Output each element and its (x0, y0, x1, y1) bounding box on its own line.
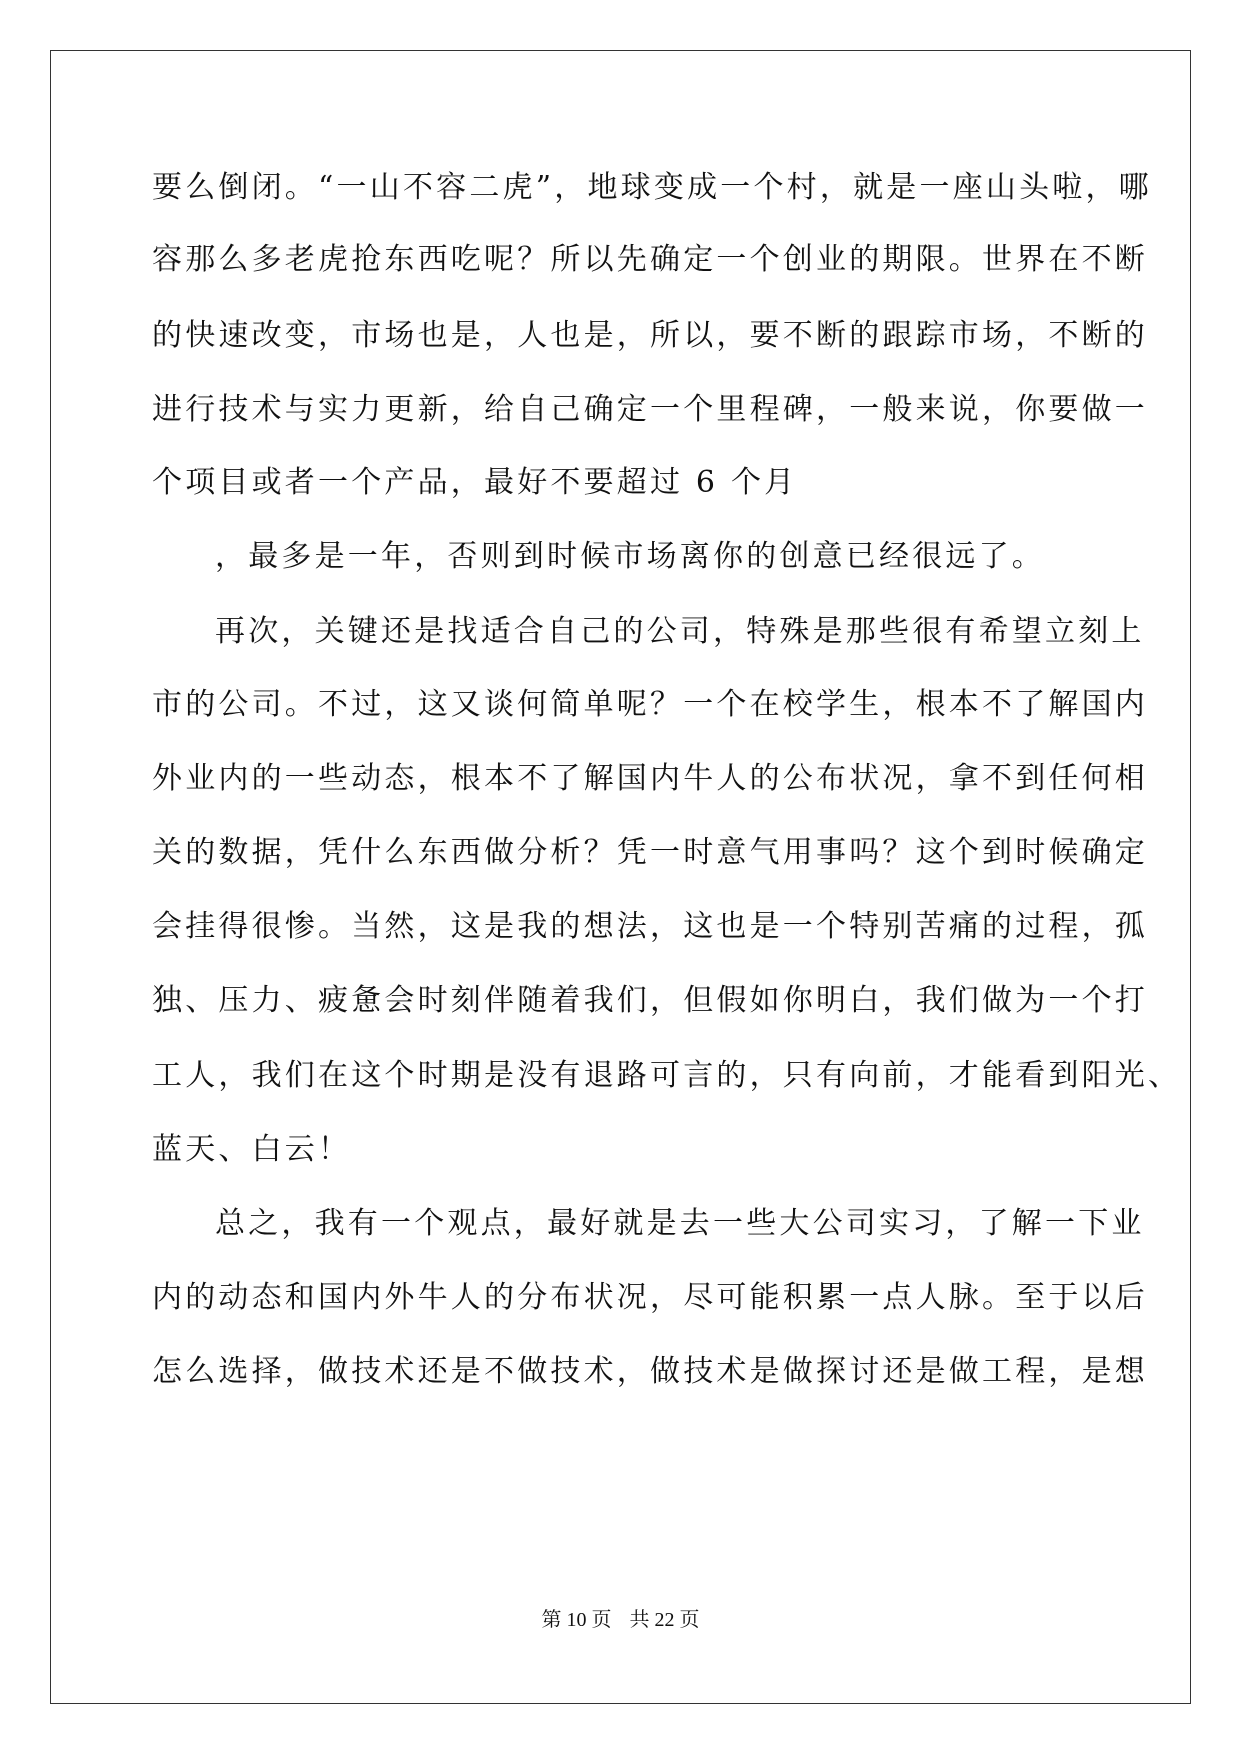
body-line: 独、压力、疲惫会时刻伴随着我们，但假如你明白，我们做为一个打 (152, 983, 1148, 1018)
page-border (50, 50, 1191, 1704)
total-pages: 共 22 页 (629, 1609, 700, 1631)
body-line: 进行技术与实力更新，给自己确定一个里程碑，一般来说，你要做一 (152, 392, 1148, 427)
body-line: 个项目或者一个产品，最好不要超过 6 个月 (152, 465, 798, 500)
body-line: ，最多是一年，否则到时候市场离你的创意已经很远了。 (215, 539, 1045, 574)
paragraph-start-line: 总之，我有一个观点，最好就是去一些大公司实习，了解一下业 (215, 1206, 1145, 1241)
body-line: 怎么选择，做技术还是不做技术，做技术是做探讨还是做工程，是想 (152, 1354, 1148, 1389)
body-line: 关的数据，凭什么东西做分析？凭一时意气用事吗？这个到时候确定 (152, 835, 1148, 870)
body-line: 蓝天、白云！ (152, 1132, 352, 1167)
paragraph-start-line: 再次，关键还是找适合自己的公司，特殊是那些很有希望立刻上 (215, 614, 1145, 649)
page-number: 第 10 页 (541, 1609, 612, 1631)
body-line: 工人，我们在这个时期是没有退路可言的，只有向前，才能看到阳光、 (152, 1058, 1182, 1093)
body-line: 会挂得很惨。当然，这是我的想法，这也是一个特别苦痛的过程，孤 (152, 909, 1148, 944)
body-line: 要么倒闭。“一山不容二虎”，地球变成一个村，就是一座山头啦，哪 (152, 170, 1152, 205)
body-line: 容那么多老虎抢东西吃呢？所以先确定一个创业的期限。世界在不断 (152, 242, 1148, 277)
body-line: 内的动态和国内外牛人的分布状况，尽可能积累一点人脉。至于以后 (152, 1280, 1148, 1315)
body-line: 的快速改变，市场也是，人也是，所以，要不断的跟踪市场，不断的 (152, 318, 1148, 353)
page-footer (0, 1607, 1241, 1633)
body-line: 外业内的一些动态，根本不了解国内牛人的公布状况，拿不到任何相 (152, 761, 1148, 796)
body-line: 市的公司。不过，这又谈何简单呢？一个在校学生，根本不了解国内 (152, 687, 1148, 722)
